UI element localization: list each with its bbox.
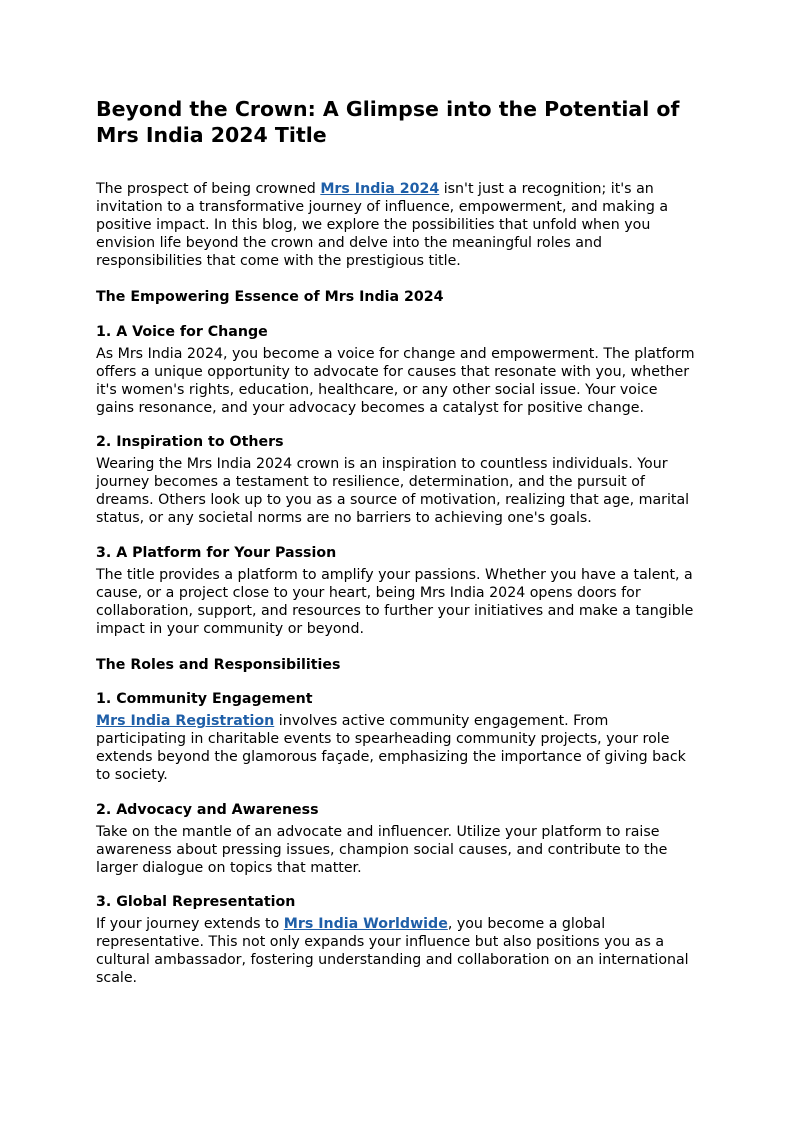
mrs-india-2024-link[interactable]: Mrs India 2024 [320,181,440,197]
document-page [96,96,698,987]
mrs-india-registration-link[interactable]: Mrs India Registration [96,713,275,730]
mrs-india-worldwide-link[interactable]: Mrs India Worldwide [283,916,448,932]
section-heading-empowering-essence: The Empowering Essence of Mrs India 2024 [96,289,444,306]
subheading-community-engagement: 1. Community Engagement [96,691,313,708]
intro-text-after: isn't just a recognition; it's an invitation to a transformative journey of influence, empowerment, and making a positive impact. In this blog, we explore the possibilities that unfold when you envision life beyond the crown and delve into the meaningful roles and responsibilities that come with the prestigious title. [96,181,669,270]
section-heading-roles-responsibilities: The Roles and Responsibilities [96,656,341,673]
subheading-global-representation: 3. Global Representation [96,893,296,910]
subheading-platform-for-passion: 3. A Platform for Your Passion [96,544,337,561]
community-engagement-text: involves active community engagement. From participating in charitable events to spearheading community projects, your role extends beyond the glamorous façade, emphasizing the importance of giving back to society. [96,713,686,784]
global-representation-text-after: , you become a global representative. This not only expands your influence but also positions you as a cultural ambassador, fostering understanding and collaboration on an international scale. [96,916,689,987]
intro-text-before: The prospect of being crowned [96,181,321,197]
paragraph-inspiration-to-others: Wearing the Mrs India 2024 crown is an inspiration to countless individuals. Your journey becomes a testament to resilience, determination, and the pursuit of dreams. Others look up to you as a source of motivation, realizing that age, marital status, or any societal norms are no barriers to achieving one's goals. [96,456,690,527]
subheading-inspiration-to-others: 2. Inspiration to Others [96,434,284,451]
paragraph-platform-for-passion: The title provides a platform to amplify your passions. Whether you have a talent, a cause, or a project close to your heart, being Mrs India 2024 opens doors for collaboration, support, and resources to further your initiatives and make a tangible impact in your community or beyond. [96,566,694,637]
document-title: Beyond the Crown: A Glimpse into the Potential of Mrs India 2024 Title [96,97,680,147]
paragraph-voice-for-change: As Mrs India 2024, you become a voice for change and empowerment. The platform offers a unique opportunity to advocate for causes that resonate with you, whether it's women's rights, education, healthcare, or any other social issue. Your voice gains resonance, and your advocacy becomes a catalyst for positive change. [96,345,695,416]
subheading-voice-for-change: 1. A Voice for Change [96,323,268,340]
paragraph-community-engagement [96,712,698,784]
global-representation-text-before: If your journey extends to [96,916,284,932]
paragraph-advocacy-awareness: Take on the mantle of an advocate and influencer. Utilize your platform to raise awareness about pressing issues, champion social causes, and contribute to the larger dialogue on topics that matter. [96,823,668,876]
intro-paragraph [96,180,698,270]
subheading-advocacy-awareness: 2. Advocacy and Awareness [96,801,319,818]
paragraph-global-representation [96,915,698,987]
